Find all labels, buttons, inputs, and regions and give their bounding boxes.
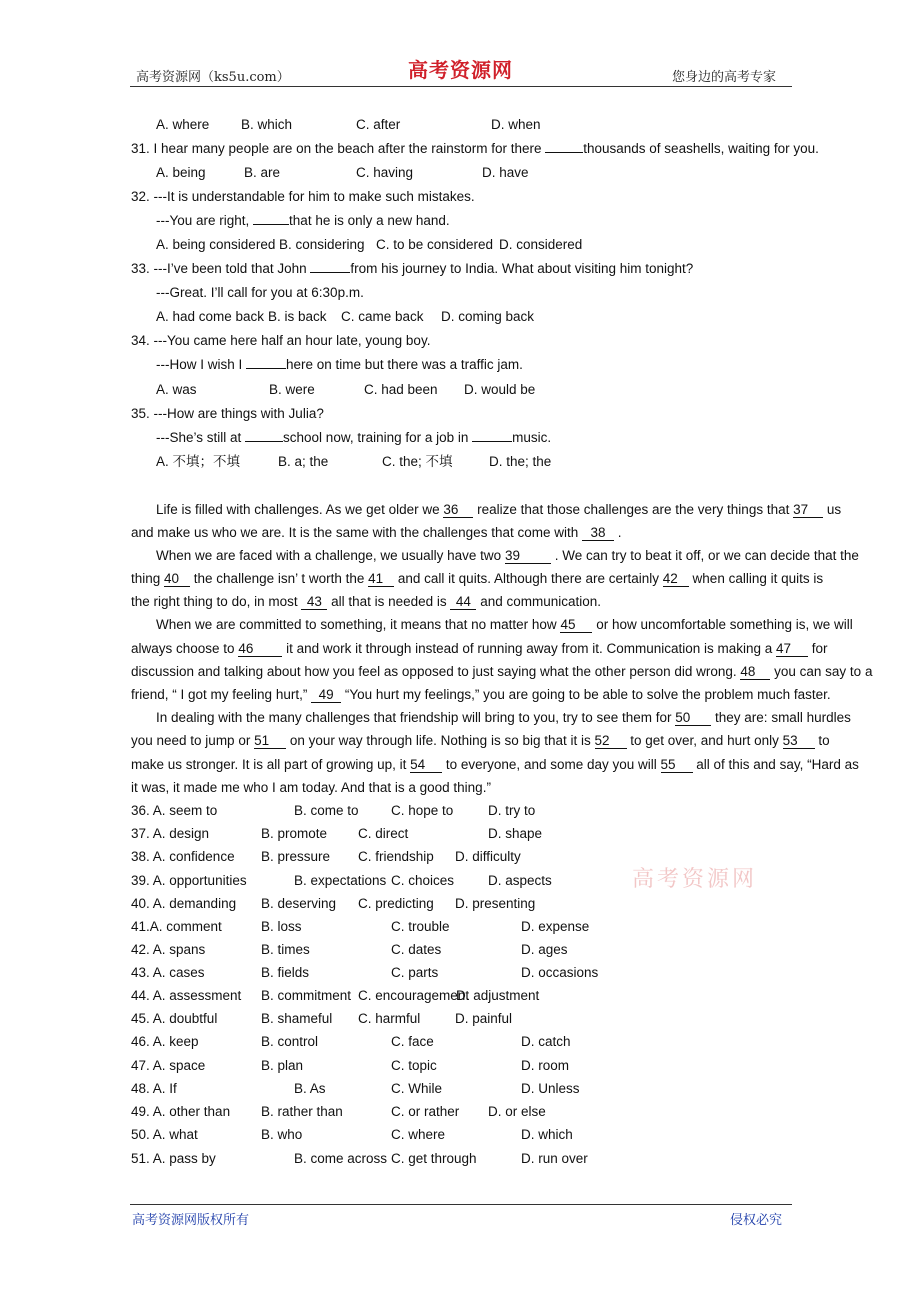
footer-copyright: 高考资源网版权所有 [132,1213,250,1228]
passage-p3-line3: discussion and talking about how you feel as opposed to just saying what the other person did wrong. 48 you can say to a [131,664,873,679]
q51-option-d: D. run over [521,1151,588,1166]
q34-stem: 34. ---You came here half an hour late, young boy. [131,333,431,348]
q39-option-d: D. aspects [488,873,552,888]
q47-option-a: 47. A. space [131,1058,206,1073]
q46-option-b: B. control [261,1034,319,1049]
q32-stem: 32. ---It is understandable for him to make such mistakes. [131,189,475,204]
q44-option-c: C. encouragement [358,988,470,1003]
q35-option-d: D. the; the [489,454,552,469]
q41-option-a: 41.A. comment [131,919,222,934]
q45-option-b: B. shameful [261,1011,333,1026]
q38-option-b: B. pressure [261,849,331,864]
q39-option-a: 39. A. opportunities [131,873,247,888]
q38-option-c: C. friendship [358,849,434,864]
q46-option-a: 46. A. keep [131,1034,199,1049]
q33-option-c: C. came back [341,309,424,324]
q44-option-d: D. adjustment [456,988,540,1003]
q40-option-d: D. presenting [455,896,536,911]
q40-option-c: C. predicting [358,896,434,911]
q33-stem: 33. ---I’ve been told that John from his journey to India. What about visiting him tonight? [131,261,694,276]
q51-option-c: C. get through [391,1151,477,1166]
q49-option-b: B. rather than [261,1104,343,1119]
q34-option-c: C. had been [364,382,438,397]
q45-option-a: 45. A. doubtful [131,1011,218,1026]
footer-divider [130,1204,792,1205]
q50-option-a: 50. A. what [131,1127,198,1142]
q45-option-d: D. painful [455,1011,513,1026]
q44-option-a: 44. A. assessment [131,988,242,1003]
q50-option-b: B. who [261,1127,303,1142]
q34-reply: ---How I wish I here on time but there was a traffic jam. [156,357,523,372]
q41-option-c: C. trouble [391,919,450,934]
q42-option-b: B. times [261,942,310,957]
header-slogan: 您身边的高考专家 [672,70,777,85]
q50-option-c: C. where [391,1127,446,1142]
q34-option-a: A. was [156,382,197,397]
q33-option-d: D. coming back [441,309,535,324]
q37-option-d: D. shape [488,826,543,841]
q35-option-a: A. 不填；不填 [156,454,241,469]
q32-option-d: D. considered [499,237,583,252]
q49-option-c: C. or rather [391,1104,460,1119]
q50-option-d: D. which [521,1127,573,1142]
q35-option-c: C. the; 不填 [382,454,453,469]
passage-p1-line1: Life is filled with challenges. As we get older we 36 realize that those challenges are the very things that 37 us [156,502,842,517]
q31-option-b: B. are [244,165,281,180]
q49-option-d: D. or else [488,1104,546,1119]
passage-p4-line4: it was, it made me who I am today. And that is a good thing.” [131,780,491,795]
q51-option-b: B. come across [294,1151,388,1166]
q30-option-b: B. which [241,117,293,132]
q41-option-b: B. loss [261,919,302,934]
q39-option-b: B. expectations [294,873,387,888]
q33-reply: ---Great. I’ll call for you at 6:30p.m. [156,285,364,300]
header-source: 高考资源网（ks5u.com） [136,70,290,85]
passage-p3-line2: always choose to 46 it and work it through instead of running away from it. Communication is making a 47 for [131,641,828,656]
q35-option-b: B. a; the [278,454,329,469]
q31-option-c: C. having [356,165,414,180]
q32-option-a: A. being considered [156,237,276,252]
q46-option-c: C. face [391,1034,434,1049]
q31-option-a: A. being [156,165,206,180]
q35-reply: ---She’s still at school now, training for a job in music. [156,430,552,445]
q30-option-d: D. when [491,117,541,132]
q35-stem: 35. ---How are things with Julia? [131,406,324,421]
q37-option-a: 37. A. design [131,826,210,841]
passage-p4-line2: you need to jump or 51 on your way through life. Nothing is so big that it is 52 to get over, and hurt only 53 to [131,733,830,748]
q37-option-c: C. direct [358,826,409,841]
q45-option-c: C. harmful [358,1011,421,1026]
q47-option-d: D. room [521,1058,570,1073]
q38-option-d: D. difficulty [455,849,521,864]
q30-option-c: C. after [356,117,401,132]
q44-option-b: B. commitment [261,988,352,1003]
q46-option-d: D. catch [521,1034,571,1049]
q47-option-b: B. plan [261,1058,304,1073]
q36-option-a: 36. A. seem to [131,803,218,818]
q33-option-a: A. had come back [156,309,265,324]
q34-option-b: B. were [269,382,315,397]
watermark: 高考资源网 [632,867,758,892]
q32-option-b: B. considering [279,237,365,252]
q48-option-d: D. Unless [521,1081,580,1096]
q43-option-c: C. parts [391,965,439,980]
passage-p3-line1: When we are committed to something, it means that no matter how 45 or how uncomfortable something is, we will [156,617,853,632]
q43-option-d: D. occasions [521,965,599,980]
q43-option-a: 43. A. cases [131,965,205,980]
header-logo: 高考资源网 [408,58,513,82]
q47-option-c: C. topic [391,1058,437,1073]
q34-option-d: D. would be [464,382,536,397]
q41-option-d: D. expense [521,919,590,934]
q42-option-d: D. ages [521,942,568,957]
passage-p2-line2: thing 40 the challenge isn’ t worth the 41 and call it quits. Although there are certainly 42 when calling it quits is [131,571,824,586]
q37-option-b: B. promote [261,826,328,841]
q39-option-c: C. choices [391,873,455,888]
passage-p2-line3: the right thing to do, in most 43 all that is needed is 44 and communication. [131,594,602,609]
q31-stem: 31. I hear many people are on the beach after the rainstorm for there thousands of seashells, waiting for you. [131,141,819,156]
q32-reply: ---You are right, that he is only a new hand. [156,213,450,228]
header-divider [130,86,792,87]
passage-p4-line1: In dealing with the many challenges that friendship will bring to you, try to see them for 50 they are: small hurdles [156,710,851,725]
q31-option-d: D. have [482,165,529,180]
q36-option-b: B. come to [294,803,359,818]
q40-option-a: 40. A. demanding [131,896,237,911]
q42-option-a: 42. A. spans [131,942,206,957]
footer-rights-notice: 侵权必究 [730,1213,783,1228]
q51-option-a: 51. A. pass by [131,1151,216,1166]
passage-p1-line2: and make us who we are. It is the same with the challenges that come with 38 . [131,525,622,540]
q40-option-b: B. deserving [261,896,337,911]
passage-p4-line3: make us stronger. It is all part of growing up, it 54 to everyone, and some day you will 55 all of this and say, “Hard as [131,757,859,772]
q38-option-a: 38. A. confidence [131,849,235,864]
q30-option-a: A. where [156,117,210,132]
q49-option-a: 49. A. other than [131,1104,231,1119]
q36-option-c: C. hope to [391,803,454,818]
q48-option-b: B. As [294,1081,326,1096]
q36-option-d: D. try to [488,803,536,818]
q32-option-c: C. to be considered [376,237,494,252]
q48-option-a: 48. A. If [131,1081,177,1096]
passage-p2-line1: When we are faced with a challenge, we usually have two 39 . We can try to beat it off, or we can decide that the [156,548,859,563]
q43-option-b: B. fields [261,965,310,980]
q33-option-b: B. is back [268,309,327,324]
q48-option-c: C. While [391,1081,443,1096]
q42-option-c: C. dates [391,942,442,957]
passage-p3-line4: friend, “ I got my feeling hurt,” 49 “You hurt my feelings,” you are going to be able to solve the problem much faster. [131,687,831,702]
